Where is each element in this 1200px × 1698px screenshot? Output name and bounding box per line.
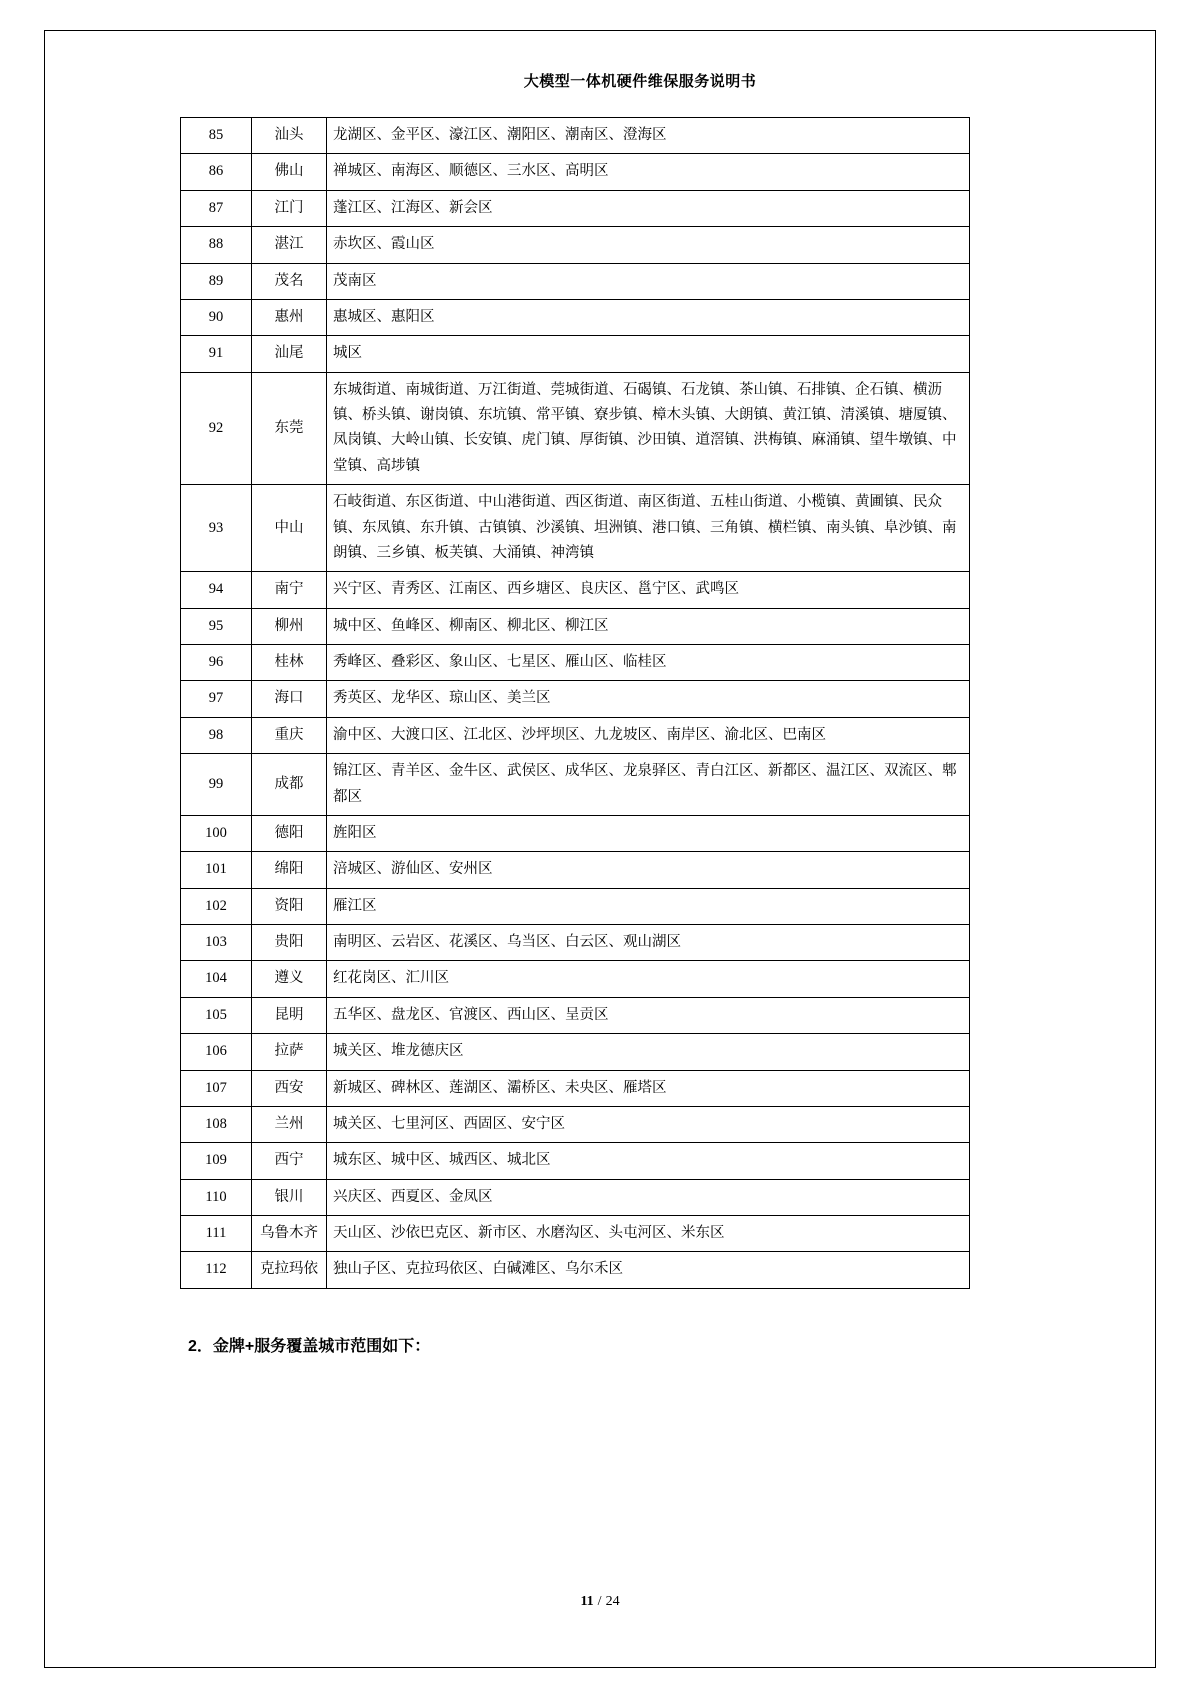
row-city: 湛江 — [252, 227, 327, 263]
row-index: 94 — [181, 572, 252, 608]
row-index: 109 — [181, 1143, 252, 1179]
row-areas: 渝中区、大渡口区、江北区、沙坪坝区、九龙坡区、南岸区、渝北区、巴南区 — [327, 717, 970, 753]
row-city: 绵阳 — [252, 852, 327, 888]
row-areas: 雁江区 — [327, 888, 970, 924]
row-city: 桂林 — [252, 645, 327, 681]
row-areas: 东城街道、南城街道、万江街道、莞城街道、石碣镇、石龙镇、茶山镇、石排镇、企石镇、横沥镇、桥头镇、谢岗镇、东坑镇、常平镇、寮步镇、樟木头镇、大朗镇、黄江镇、清溪镇、塘厦镇、凤岗镇、大岭山镇、长安镇、虎门镇、厚街镇、沙田镇、道滘镇、洪梅镇、麻涌镇、望牛墩镇、中堂镇、高埗镇 — [327, 372, 970, 485]
table-row — [181, 1070, 970, 1106]
row-city: 乌鲁木齐 — [252, 1216, 327, 1252]
row-city: 拉萨 — [252, 1034, 327, 1070]
row-city: 汕头 — [252, 118, 327, 154]
row-areas: 天山区、沙依巴克区、新市区、水磨沟区、头屯河区、米东区 — [327, 1216, 970, 1252]
row-city: 中山 — [252, 485, 327, 572]
section-title: 2．金牌+服务覆盖城市范围如下： — [188, 1337, 431, 1355]
table-row — [181, 852, 970, 888]
row-areas: 秀峰区、叠彩区、象山区、七星区、雁山区、临桂区 — [327, 645, 970, 681]
page-footer — [0, 1594, 1200, 1610]
row-index: 89 — [181, 263, 252, 299]
table-row — [181, 815, 970, 851]
row-areas: 赤坎区、霞山区 — [327, 227, 970, 263]
row-areas: 南明区、云岩区、花溪区、乌当区、白云区、观山湖区 — [327, 925, 970, 961]
row-index: 106 — [181, 1034, 252, 1070]
footer-current-page: 11 — [580, 1594, 594, 1609]
row-index: 86 — [181, 154, 252, 190]
row-index: 100 — [181, 815, 252, 851]
row-index: 99 — [181, 754, 252, 816]
row-index: 98 — [181, 717, 252, 753]
table-row — [181, 1179, 970, 1215]
service-coverage-table — [180, 117, 970, 1289]
table-row — [181, 717, 970, 753]
table-row — [181, 299, 970, 335]
table-row — [181, 1216, 970, 1252]
table-row — [181, 645, 970, 681]
row-index: 91 — [181, 336, 252, 372]
row-areas: 兴庆区、西夏区、金凤区 — [327, 1179, 970, 1215]
table-row — [181, 190, 970, 226]
row-city: 汕尾 — [252, 336, 327, 372]
footer-total-pages: 24 — [605, 1594, 620, 1609]
table-row — [181, 961, 970, 997]
row-city: 成都 — [252, 754, 327, 816]
table-row — [181, 154, 970, 190]
table-row — [181, 888, 970, 924]
table-row — [181, 372, 970, 485]
row-index: 97 — [181, 681, 252, 717]
row-city: 茂名 — [252, 263, 327, 299]
row-city: 惠州 — [252, 299, 327, 335]
row-areas: 五华区、盘龙区、官渡区、西山区、呈贡区 — [327, 997, 970, 1033]
table-row — [181, 681, 970, 717]
row-index: 110 — [181, 1179, 252, 1215]
row-areas: 城关区、堆龙德庆区 — [327, 1034, 970, 1070]
row-areas: 兴宁区、青秀区、江南区、西乡塘区、良庆区、邕宁区、武鸣区 — [327, 572, 970, 608]
row-index: 88 — [181, 227, 252, 263]
row-index: 87 — [181, 190, 252, 226]
table-row — [181, 997, 970, 1033]
row-city: 东莞 — [252, 372, 327, 485]
table-row — [181, 1252, 970, 1288]
table-row — [181, 925, 970, 961]
row-city: 南宁 — [252, 572, 327, 608]
row-index: 93 — [181, 485, 252, 572]
row-index: 108 — [181, 1106, 252, 1142]
row-city: 贵阳 — [252, 925, 327, 961]
table-row — [181, 485, 970, 572]
row-areas: 城关区、七里河区、西固区、安宁区 — [327, 1106, 970, 1142]
row-city: 柳州 — [252, 608, 327, 644]
row-areas: 秀英区、龙华区、琼山区、美兰区 — [327, 681, 970, 717]
table-row — [181, 1143, 970, 1179]
row-index: 104 — [181, 961, 252, 997]
footer-separator: / — [597, 1594, 602, 1609]
row-index: 112 — [181, 1252, 252, 1288]
row-areas: 石岐街道、东区街道、中山港街道、西区街道、南区街道、五桂山街道、小榄镇、黄圃镇、民众镇、东凤镇、东升镇、古镇镇、沙溪镇、坦洲镇、港口镇、三角镇、横栏镇、南头镇、阜沙镇、南朗镇、三乡镇、板芙镇、大涌镇、神湾镇 — [327, 485, 970, 572]
row-areas: 独山子区、克拉玛依区、白碱滩区、乌尔禾区 — [327, 1252, 970, 1288]
table-body — [181, 118, 970, 1289]
row-city: 银川 — [252, 1179, 327, 1215]
row-index: 111 — [181, 1216, 252, 1252]
row-areas: 红花岗区、汇川区 — [327, 961, 970, 997]
row-areas: 惠城区、惠阳区 — [327, 299, 970, 335]
table-row — [181, 336, 970, 372]
row-city: 遵义 — [252, 961, 327, 997]
row-areas: 龙湖区、金平区、濠江区、潮阳区、潮南区、澄海区 — [327, 118, 970, 154]
row-index: 101 — [181, 852, 252, 888]
row-index: 96 — [181, 645, 252, 681]
row-areas: 茂南区 — [327, 263, 970, 299]
row-areas: 涪城区、游仙区、安州区 — [327, 852, 970, 888]
row-city: 克拉玛依 — [252, 1252, 327, 1288]
row-city: 昆明 — [252, 997, 327, 1033]
table-row — [181, 1106, 970, 1142]
row-city: 西宁 — [252, 1143, 327, 1179]
table-row — [181, 227, 970, 263]
row-index: 103 — [181, 925, 252, 961]
row-areas: 禅城区、南海区、顺德区、三水区、高明区 — [327, 154, 970, 190]
row-areas: 蓬江区、江海区、新会区 — [327, 190, 970, 226]
row-areas: 城中区、鱼峰区、柳南区、柳北区、柳江区 — [327, 608, 970, 644]
table-row — [181, 263, 970, 299]
document-header-title: 大模型一体机硬件维保服务说明书 — [523, 74, 757, 90]
row-index: 90 — [181, 299, 252, 335]
row-city: 海口 — [252, 681, 327, 717]
row-city: 江门 — [252, 190, 327, 226]
row-city: 西安 — [252, 1070, 327, 1106]
row-city: 佛山 — [252, 154, 327, 190]
row-city: 资阳 — [252, 888, 327, 924]
row-areas: 城东区、城中区、城西区、城北区 — [327, 1143, 970, 1179]
page-content — [180, 70, 980, 1356]
row-index: 95 — [181, 608, 252, 644]
row-index: 102 — [181, 888, 252, 924]
row-city: 德阳 — [252, 815, 327, 851]
row-areas: 城区 — [327, 336, 970, 372]
table-row — [181, 1034, 970, 1070]
row-index: 85 — [181, 118, 252, 154]
row-areas: 锦江区、青羊区、金牛区、武侯区、成华区、龙泉驿区、青白江区、新都区、温江区、双流区、郫都区 — [327, 754, 970, 816]
table-row — [181, 118, 970, 154]
row-areas: 旌阳区 — [327, 815, 970, 851]
row-index: 107 — [181, 1070, 252, 1106]
table-row — [181, 608, 970, 644]
row-city: 兰州 — [252, 1106, 327, 1142]
row-areas: 新城区、碑林区、莲湖区、灞桥区、未央区、雁塔区 — [327, 1070, 970, 1106]
row-index: 92 — [181, 372, 252, 485]
table-row — [181, 572, 970, 608]
row-index: 105 — [181, 997, 252, 1033]
row-city: 重庆 — [252, 717, 327, 753]
table-row — [181, 754, 970, 816]
